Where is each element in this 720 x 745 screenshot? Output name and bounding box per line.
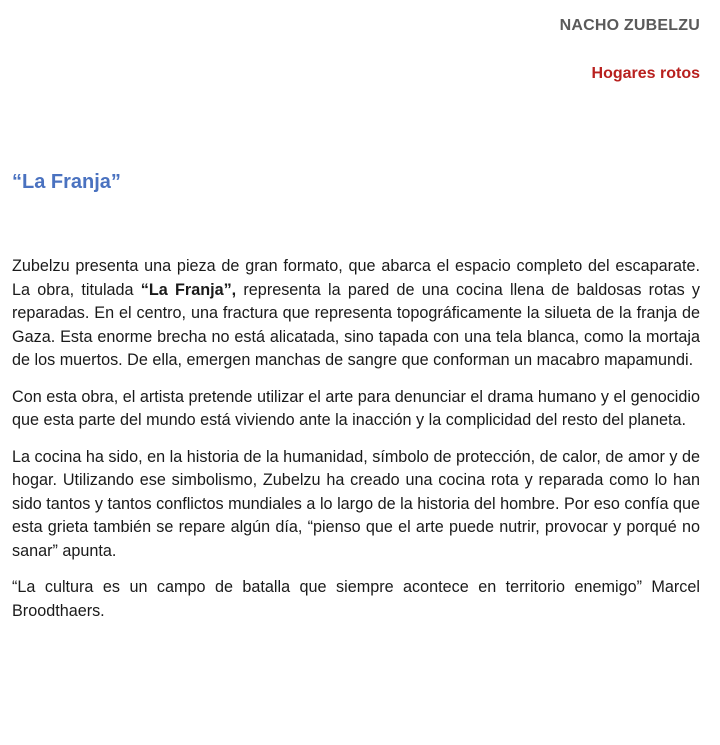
series-title: Hogares rotos — [591, 65, 700, 82]
author-name: NACHO ZUBELZU — [559, 17, 700, 34]
paragraph-text: representa la pared de una cocina llena de baldosas rotas y reparadas. En el centro, una fractura que representa topográficamente la silueta de la franja de Gaza. Esta enorme brecha no está alicatada, sino tapada con una tela blanca, como la mortaja de los muertos. De ella, emergen manchas de sangre que conforman un macabro mapamundi. — [12, 280, 700, 369]
paragraph-text: Zubelzu presenta una pieza de gran formato, que abarca el espacio completo del escaparate. La obra, titulada — [12, 257, 700, 299]
work-title: “La Franja” — [12, 171, 121, 193]
article-body — [12, 255, 700, 636]
paragraph-intent: Con esta obra, el artista pretende utilizar el arte para denunciar el drama humano y el genocidio que esta parte del mundo está viviendo ante la inacción y la complicidad del resto del planeta. — [12, 387, 700, 429]
work-title-inline: “La Franja”, — [140, 280, 237, 299]
paragraph-description — [12, 255, 700, 373]
paragraph-symbolism: La cocina ha sido, en la historia de la humanidad, símbolo de protección, de calor, de amor y de hogar. Utilizando ese simbolismo, Zubelzu ha creado una cocina rota y reparada como lo han sido tantos y tantos conflictos mundiales a lo largo de la historia del hombre. Por eso confía que esta grieta también se repare algún día, “pienso que el arte puede nutrir, provocar y porqué no sanar” apunta. — [12, 447, 700, 560]
paragraph-quote: “La cultura es un campo de batalla que siempre acontece en territorio enemigo” Marcel Broodthaers. — [12, 578, 700, 620]
